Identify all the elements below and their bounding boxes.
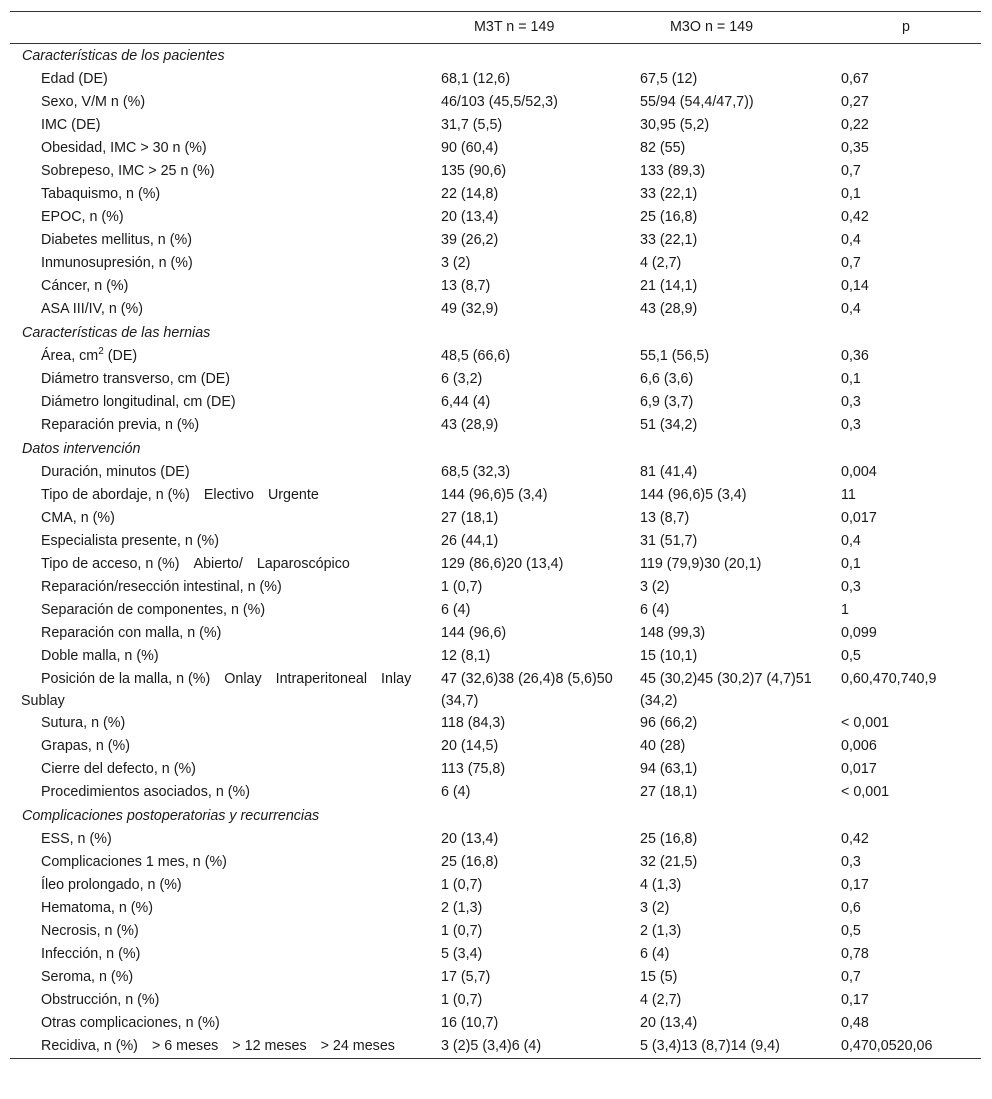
acceso-sub-abierto: Abierto/: [193, 556, 243, 572]
m3t-value: 3 (2)5 (3,4)6 (4): [441, 1038, 542, 1054]
row-label: Diámetro transverso, cm (DE): [41, 371, 231, 387]
m3t-value: 5 (3,4): [441, 946, 483, 962]
table-row: [10, 622, 981, 645]
p-value: 0,3: [841, 854, 861, 870]
table-row: [10, 160, 981, 183]
m3o-value: 3 (2): [640, 579, 670, 595]
m3o-value: 4 (2,7): [640, 255, 682, 271]
m3o-value: 33 (22,1): [640, 186, 698, 202]
p-value: 0,017: [841, 510, 877, 526]
table-row: [10, 989, 981, 1012]
table-row: [10, 668, 981, 712]
m3t-value: 13 (8,7): [441, 278, 491, 294]
m3o-value: 6 (4): [640, 602, 670, 618]
p-value: 0,7: [841, 969, 861, 985]
header-m3t: M3T n = 149: [474, 19, 555, 35]
row-label: Reparación/resección intestinal, n (%): [41, 579, 282, 595]
abordaje-sub-electivo: Electivo: [203, 487, 254, 503]
p-value: 0,48: [841, 1015, 869, 1031]
m3t-value: 25 (16,8): [441, 854, 499, 870]
row-label: CMA, n (%): [41, 510, 115, 526]
table-row: [10, 874, 981, 897]
row-label: Infección, n (%): [41, 946, 141, 962]
p-value: 0,1: [841, 371, 861, 387]
row-label: Diabetes mellitus, n (%): [41, 232, 192, 248]
m3t-value: 2 (1,3): [441, 900, 483, 916]
row-label: Sexo, V/M n (%): [41, 94, 146, 110]
m3t-value: 39 (26,2): [441, 232, 499, 248]
m3o-value: 4 (1,3): [640, 877, 682, 893]
m3t-value: 20 (13,4): [441, 831, 499, 847]
p-value: 0,14: [841, 278, 869, 294]
table-row: [10, 414, 981, 437]
table-row: [10, 484, 981, 507]
m3t-value: 31,7 (5,5): [441, 117, 503, 133]
posicion-sub-intraperitoneal: Intraperitoneal: [275, 671, 368, 687]
section-title: Características de las hernias: [22, 325, 211, 341]
acceso-label: Tipo de acceso, n (%): [41, 556, 180, 572]
p-value: 0,6: [841, 900, 861, 916]
m3o-value: 96 (66,2): [640, 715, 698, 731]
abordaje-sub-urgente: Urgente: [267, 487, 319, 503]
row-label: [10, 553, 431, 576]
m3t-value: 1 (0,7): [441, 992, 483, 1008]
m3o-value: 2 (1,3): [640, 923, 682, 939]
m3o-value: 82 (55): [640, 140, 686, 156]
row-label: Hematoma, n (%): [41, 900, 154, 916]
m3o-value: 21 (14,1): [640, 278, 698, 294]
m3t-value: 144 (96,6): [441, 625, 507, 641]
posicion-sub-onlay: Onlay: [224, 671, 262, 687]
table-row: [10, 553, 981, 576]
p-value: < 0,001: [841, 784, 890, 800]
table-row: [10, 599, 981, 622]
table-row: [10, 735, 981, 758]
m3o-value: 13 (8,7): [640, 510, 690, 526]
row-label: Seroma, n (%): [41, 969, 134, 985]
m3t-value: 20 (13,4): [441, 209, 499, 225]
table-row: [10, 91, 981, 114]
results-table: [10, 11, 981, 1059]
m3t-value: 27 (18,1): [441, 510, 499, 526]
row-label: Cáncer, n (%): [41, 278, 129, 294]
p-value: 0,004: [841, 464, 877, 480]
table-row: [10, 114, 981, 137]
p-value: 0,3: [841, 394, 861, 410]
m3o-value: 94 (63,1): [640, 761, 698, 777]
m3o-value: 25 (16,8): [640, 831, 698, 847]
p-value: 0,67: [841, 71, 869, 87]
m3t-value: 49 (32,9): [441, 301, 499, 317]
table-row: [10, 781, 981, 804]
m3t-value: 113 (75,8): [441, 761, 506, 777]
row-label: Separación de componentes, n (%): [41, 602, 266, 618]
row-label: Grapas, n (%): [41, 738, 130, 754]
m3o-value: 51 (34,2): [640, 417, 698, 433]
p-value: 0,4: [841, 232, 861, 248]
m3t-value: 17 (5,7): [441, 969, 491, 985]
row-label: Inmunosupresión, n (%): [41, 255, 193, 271]
m3o-value: 45 (30,2)45 (30,2)7 (4,7)51 (34,2): [640, 671, 812, 709]
m3t-value: 47 (32,6)38 (26,4)8 (5,6)50 (34,7): [441, 671, 613, 709]
m3o-value: 3 (2): [640, 900, 670, 916]
table-row: [10, 298, 981, 321]
m3t-value: 1 (0,7): [441, 579, 483, 595]
row-label: Obstrucción, n (%): [41, 992, 160, 1008]
recidiva-sub-6: > 6 meses: [151, 1038, 219, 1054]
table-row: [10, 897, 981, 920]
table-row: [10, 275, 981, 298]
p-value: 0,006: [841, 738, 877, 754]
m3t-value: 46/103 (45,5/52,3): [441, 94, 558, 110]
row-label: Reparación previa, n (%): [41, 417, 200, 433]
m3t-value: 48,5 (66,6): [441, 348, 511, 364]
row-label: ESS, n (%): [41, 831, 112, 847]
table-row: [10, 461, 981, 484]
header-empty: [10, 12, 431, 44]
m3o-value: 6,9 (3,7): [640, 394, 694, 410]
m3t-value: 3 (2): [441, 255, 471, 271]
table-row: [10, 345, 981, 368]
table-header: [10, 12, 981, 44]
p-value: 0,42: [841, 831, 869, 847]
table-row: [10, 368, 981, 391]
p-value: 0,35: [841, 140, 869, 156]
m3o-value: 6,6 (3,6): [640, 371, 694, 387]
table-row: [10, 1035, 981, 1059]
row-label: Obesidad, IMC > 30 n (%): [41, 140, 207, 156]
section-title: Características de los pacientes: [22, 48, 225, 64]
m3t-value: 1 (0,7): [441, 923, 483, 939]
m3t-value: 6,44 (4): [441, 394, 491, 410]
table-row: [10, 966, 981, 989]
row-label: EPOC, n (%): [41, 209, 124, 225]
table-row: [10, 920, 981, 943]
p-value: 0,17: [841, 992, 869, 1008]
row-label: Cierre del defecto, n (%): [41, 761, 196, 777]
p-value: 0,7: [841, 255, 861, 271]
p-value: 0,3: [841, 417, 861, 433]
row-label: Procedimientos asociados, n (%): [41, 784, 250, 800]
p-value: 0,5: [841, 923, 861, 939]
m3t-value: 144 (96,6)5 (3,4): [441, 487, 548, 503]
p-value: 11: [841, 487, 856, 503]
m3t-value: 6 (3,2): [441, 371, 483, 387]
header-p: p: [902, 19, 910, 35]
m3o-value: 32 (21,5): [640, 854, 698, 870]
p-value: 0,7: [841, 163, 861, 179]
area-label-suffix: (DE): [103, 348, 138, 364]
p-value: 0,17: [841, 877, 869, 893]
m3t-value: 6 (4): [441, 602, 471, 618]
p-value: 0,470,0520,06: [841, 1038, 933, 1054]
table-row: [10, 391, 981, 414]
m3t-value: 6 (4): [441, 784, 471, 800]
p-value: 0,1: [841, 186, 861, 202]
table-row: [10, 183, 981, 206]
m3t-value: 43 (28,9): [441, 417, 499, 433]
table-row: [10, 137, 981, 160]
results-table-container: [10, 11, 981, 1059]
row-label: [10, 345, 431, 368]
table-row: [10, 206, 981, 229]
p-value: 0,3: [841, 579, 861, 595]
recidiva-sub-12: > 12 meses: [232, 1038, 307, 1054]
m3o-value: 6 (4): [640, 946, 670, 962]
section-complicaciones: [10, 804, 981, 1059]
acceso-sub-laparoscopico: Laparoscópico: [256, 556, 350, 572]
p-value: 0,1: [841, 556, 861, 572]
table-row: [10, 645, 981, 668]
m3t-value: 118 (84,3): [441, 715, 506, 731]
row-label: Complicaciones 1 mes, n (%): [41, 854, 227, 870]
p-value: < 0,001: [841, 715, 890, 731]
table-row: [10, 851, 981, 874]
m3t-value: 129 (86,6)20 (13,4): [441, 556, 564, 572]
p-value: 0,42: [841, 209, 869, 225]
m3o-value: 31 (51,7): [640, 533, 698, 549]
m3o-value: 4 (2,7): [640, 992, 682, 1008]
row-label: Edad (DE): [41, 71, 108, 87]
row-label: Duración, minutos (DE): [41, 464, 190, 480]
m3o-value: 67,5 (12): [640, 71, 698, 87]
m3o-value: 81 (41,4): [640, 464, 698, 480]
posicion-sub-sublay: Sublay: [21, 693, 65, 709]
m3t-value: 68,1 (12,6): [441, 71, 511, 87]
m3t-value: 20 (14,5): [441, 738, 499, 754]
table-row: [10, 229, 981, 252]
m3t-value: 90 (60,4): [441, 140, 499, 156]
row-label: Necrosis, n (%): [41, 923, 139, 939]
row-label: Tabaquismo, n (%): [41, 186, 161, 202]
m3o-value: 30,95 (5,2): [640, 117, 710, 133]
section-title: Datos intervención: [22, 441, 141, 457]
row-label: [10, 1035, 431, 1059]
m3t-value: 1 (0,7): [441, 877, 483, 893]
table-row: [10, 507, 981, 530]
area-label: Área, cm: [41, 348, 99, 364]
section-intervencion: [10, 437, 981, 804]
m3o-value: 144 (96,6)5 (3,4): [640, 487, 747, 503]
m3o-value: 15 (10,1): [640, 648, 698, 664]
area-unit-exponent: 2: [98, 346, 104, 358]
m3o-value: 55,1 (56,5): [640, 348, 710, 364]
m3o-value: 33 (22,1): [640, 232, 698, 248]
posicion-label: Posición de la malla, n (%): [41, 671, 211, 687]
table-row: [10, 943, 981, 966]
abordaje-label: Tipo de abordaje, n (%): [41, 487, 190, 503]
p-value: 0,5: [841, 648, 861, 664]
m3o-value: 55/94 (54,4/47,7)): [640, 94, 754, 110]
row-label: Reparación con malla, n (%): [41, 625, 222, 641]
row-label: Íleo prolongado, n (%): [41, 877, 182, 893]
table-row: [10, 252, 981, 275]
m3t-value: 135 (90,6): [441, 163, 507, 179]
header-m3o: M3O n = 149: [670, 19, 754, 35]
m3o-value: 27 (18,1): [640, 784, 698, 800]
section-title: Complicaciones postoperatorias y recurrencias: [22, 808, 320, 824]
row-label: IMC (DE): [41, 117, 101, 133]
p-value: 0,27: [841, 94, 869, 110]
table-row: [10, 1012, 981, 1035]
recidiva-sub-24: > 24 meses: [320, 1038, 395, 1054]
m3o-value: 43 (28,9): [640, 301, 698, 317]
p-value: 0,017: [841, 761, 877, 777]
m3t-value: 68,5 (32,3): [441, 464, 511, 480]
row-label: [10, 668, 431, 712]
posicion-sub-inlay: Inlay: [381, 671, 412, 687]
m3o-value: 133 (89,3): [640, 163, 706, 179]
row-label: Especialista presente, n (%): [41, 533, 219, 549]
table-row: [10, 576, 981, 599]
m3o-value: 25 (16,8): [640, 209, 698, 225]
m3o-value: 5 (3,4)13 (8,7)14 (9,4): [640, 1038, 780, 1054]
section-pacientes: [10, 44, 981, 322]
p-value: 0,60,470,740,9: [841, 671, 937, 687]
m3o-value: 148 (99,3): [640, 625, 706, 641]
m3o-value: 119 (79,9)30 (20,1): [640, 556, 762, 572]
p-value: 0,22: [841, 117, 869, 133]
m3o-value: 15 (5): [640, 969, 678, 985]
p-value: 0,4: [841, 533, 861, 549]
m3t-value: 26 (44,1): [441, 533, 499, 549]
row-label: ASA III/IV, n (%): [41, 301, 143, 317]
row-label: Otras complicaciones, n (%): [41, 1015, 220, 1031]
recidiva-label: Recidiva, n (%): [41, 1038, 138, 1054]
m3o-value: 20 (13,4): [640, 1015, 698, 1031]
m3t-value: 12 (8,1): [441, 648, 491, 664]
row-label: Doble malla, n (%): [41, 648, 159, 664]
p-value: 1: [841, 602, 849, 618]
row-label: Diámetro longitudinal, cm (DE): [41, 394, 236, 410]
table-row: [10, 758, 981, 781]
p-value: 0,099: [841, 625, 877, 641]
row-label: Sutura, n (%): [41, 715, 126, 731]
p-value: 0,4: [841, 301, 861, 317]
section-hernias: [10, 321, 981, 437]
m3t-value: 22 (14,8): [441, 186, 499, 202]
p-value: 0,78: [841, 946, 869, 962]
m3o-value: 40 (28): [640, 738, 686, 754]
table-row: [10, 712, 981, 735]
m3t-value: 16 (10,7): [441, 1015, 499, 1031]
table-row: [10, 530, 981, 553]
p-value: 0,36: [841, 348, 869, 364]
row-label: [10, 484, 431, 507]
table-row: [10, 68, 981, 91]
table-row: [10, 828, 981, 851]
row-label: Sobrepeso, IMC > 25 n (%): [41, 163, 215, 179]
